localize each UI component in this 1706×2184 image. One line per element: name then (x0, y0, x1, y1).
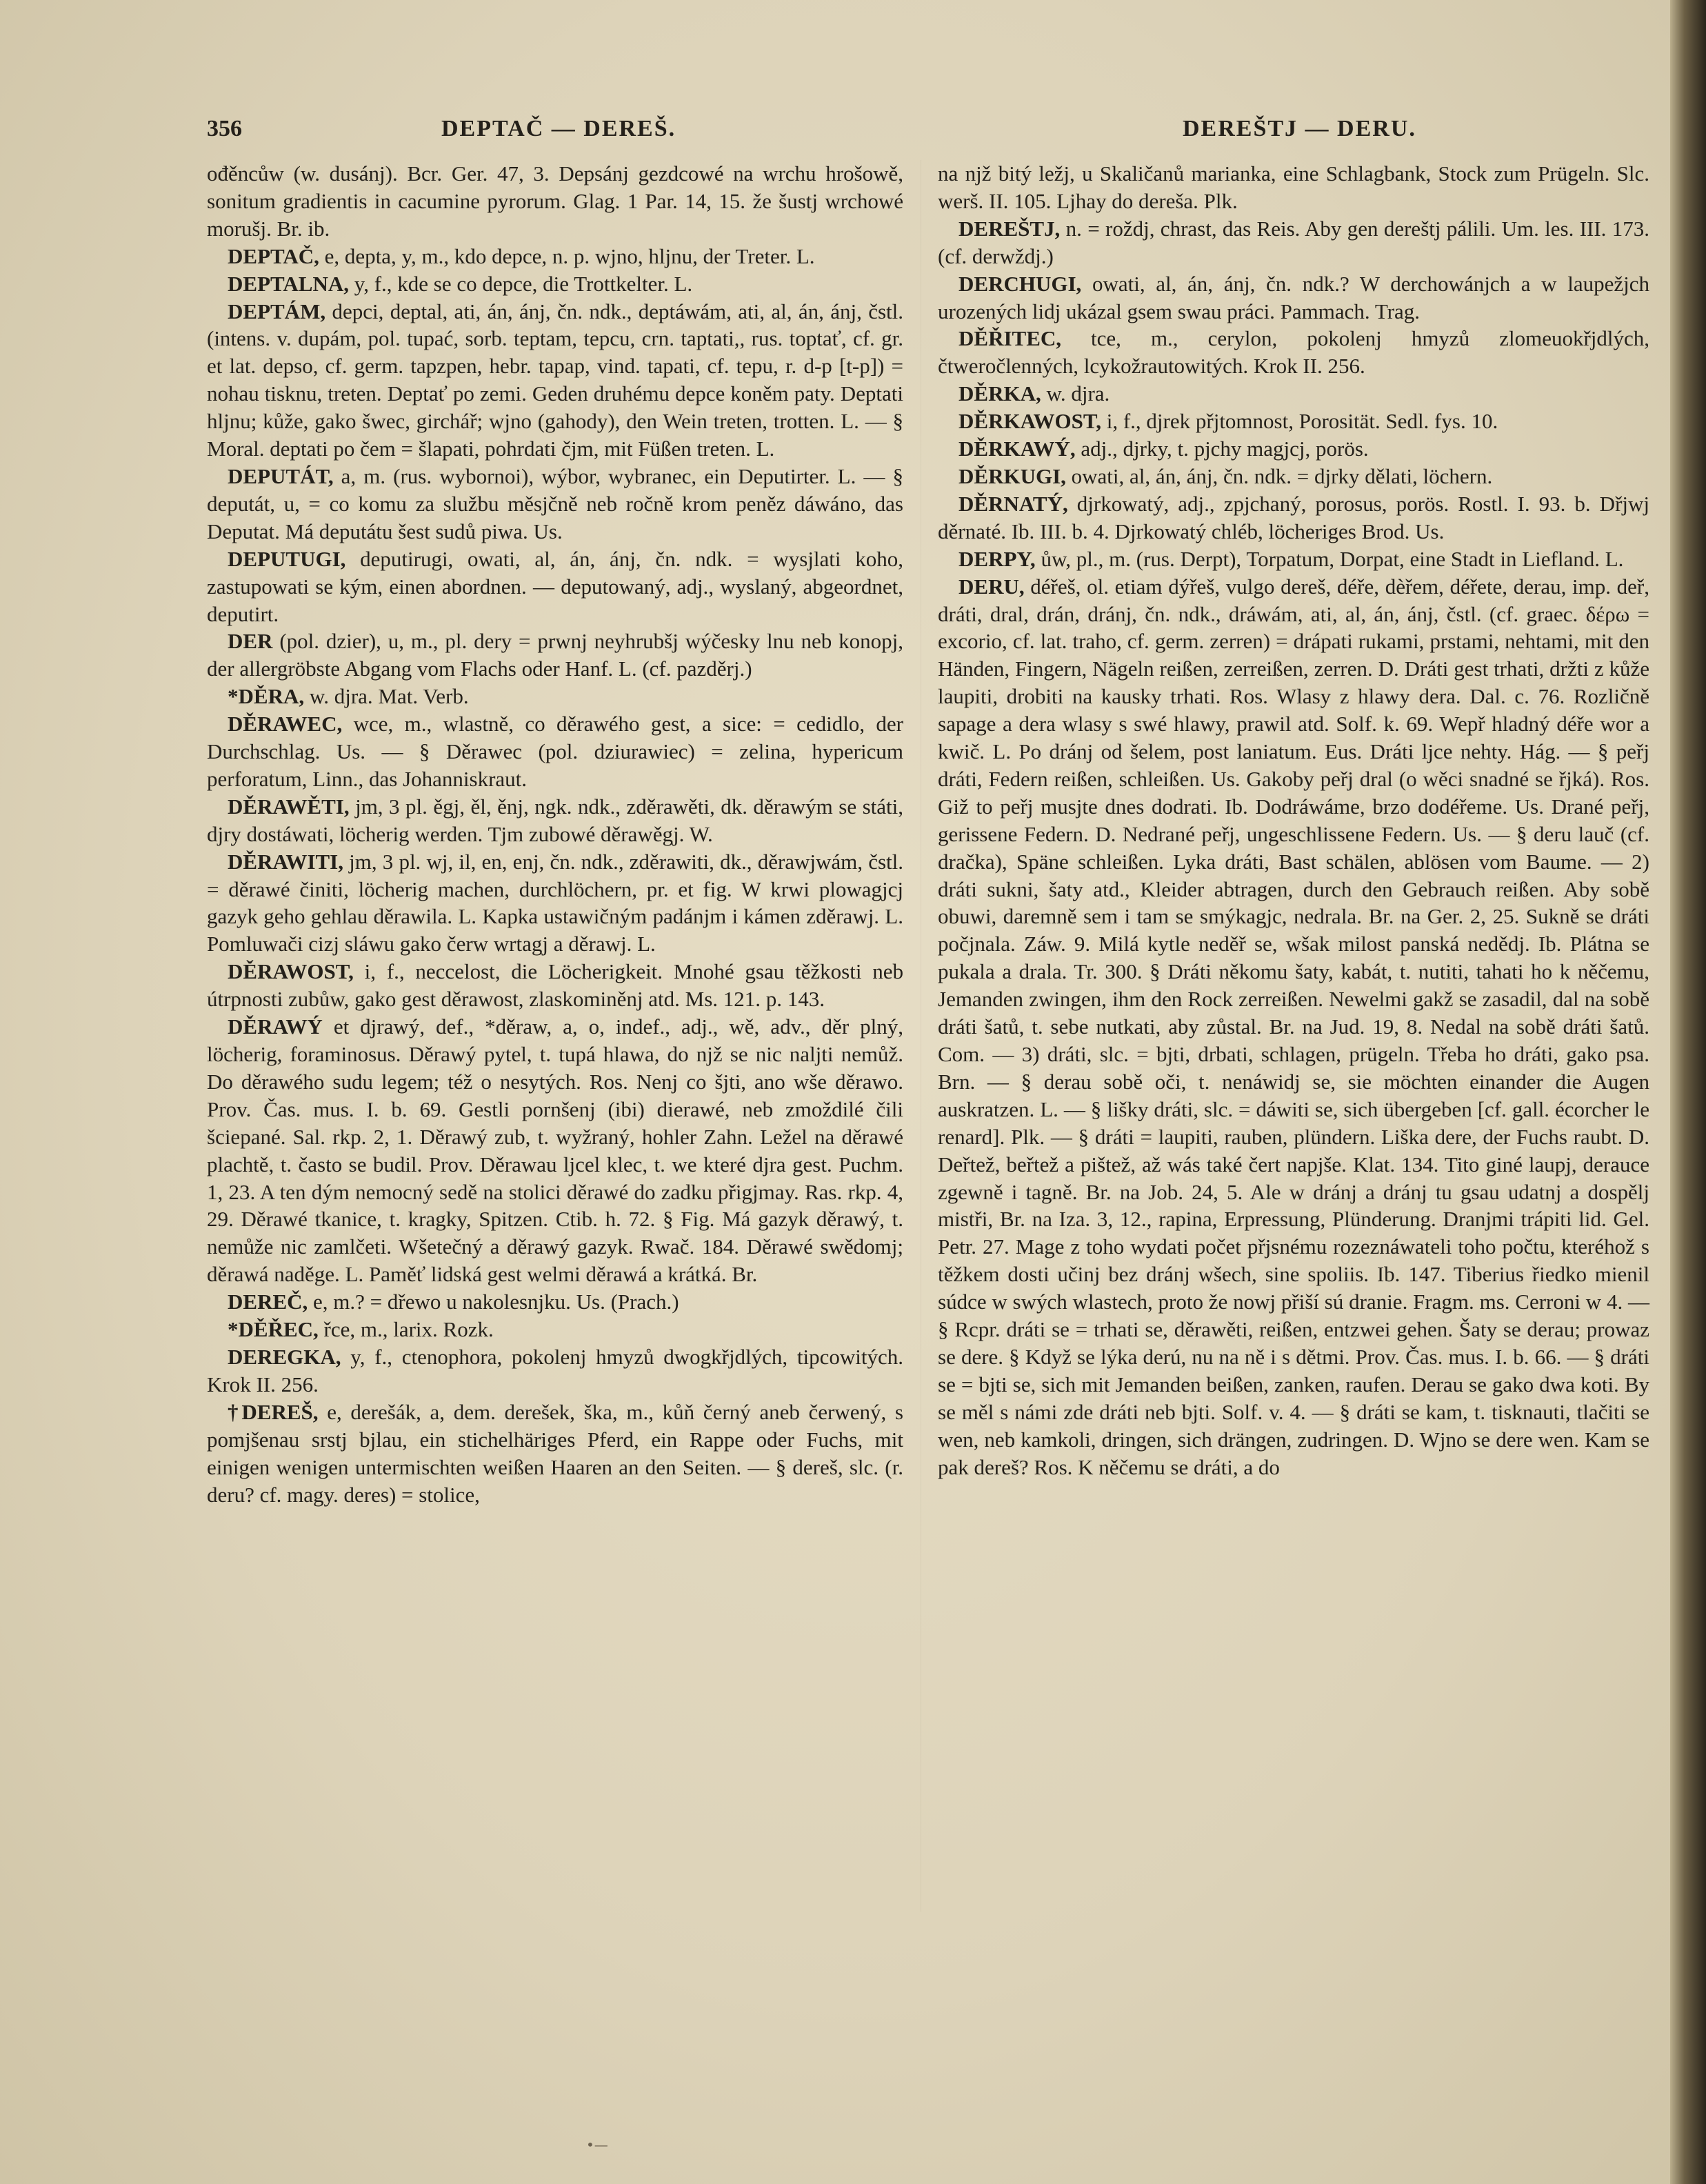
entry-headword: DERCHUGI, (959, 271, 1082, 296)
entry-text: y, f., kde se co depce, die Trottkelter. L. (354, 271, 693, 296)
entry-headword: DĚRKAWOST, (959, 409, 1101, 434)
entry-text: jm, 3 pl. wj, il, en, enj, čn. ndk., zděrawiti, dk., děrawjwám, čstl. = děrawé činiti, löcherig machen, durchlöchern, pr. et fig. W krwi plowagjcj gazyk geho gehlau děrawila. L. Kapka ustawičným padánjm i kámen zděrawj. L. Pomluwači cizj sláwu gako čerw wrtagj a děrawj. L. (207, 849, 904, 956)
entry-text: depci, deptal, ati, án, ánj, čn. ndk., deptáwám, ati, al, án, ánj, čstl. (intens. v. dupám, pol. tupać, sorb. teptam, tepcu, crn. taptati,, rus. toptať, cf. gr. et lat. depso, cf. germ. tapzpen, hebr. tapap, vind. tapati, cf. tepu, r. d-p [t-p]) = nohau tisknu, treten. Deptať po zemi. Geden druhému depce koněm paty. Deptati hljnu; kůže, gako šwec, girchář; wjno (gahody), den Wein treten, trotten. L. — § Moral. deptati po čem = šlapati, pohrdati čjm, mit Füßen treten. L. (207, 299, 904, 461)
entry-headword: †DEREŠ, (228, 1399, 319, 1424)
entry-headword: *DĚŘEC, (228, 1317, 319, 1342)
entry-headword: DERPY, (959, 546, 1036, 571)
entry-headword: DĚRAWITI, (228, 849, 343, 874)
dictionary-entry (207, 160, 903, 243)
entry-headword: DERU, (959, 574, 1025, 599)
entry-text: (pol. dzier), u, m., pl. dery = prwnj neyhrubšj wýčesky lnu neb konopj, der allergröbste Abgang vom Flachs oder Hanf. L. (cf. pazděrj.) (207, 629, 904, 681)
entry-text: tce, m., cerylon, pokolenj hmyzů zlomeuokřjdlých, čtweročlenných, lcykožrautowitých. Krok II. 256. (938, 326, 1650, 379)
entry-text: ůw, pl., m. (rus. Derpt), Torpatum, Dorpat, eine Stadt in Liefland. L. (1041, 546, 1624, 571)
dictionary-entry (207, 545, 903, 628)
dictionary-entry (938, 463, 1649, 490)
entry-headword: DEREGKA, (228, 1344, 341, 1369)
entry-text: djrkowatý, adj., zpjchaný, porosus, porös. Rostl. I. 93. b. Dřjwj děrnaté. Ib. III. b. 4. Djrkowatý chléb, löcheriges Brod. Us. (938, 491, 1650, 543)
right-running-head: DEREŠTJ — DERU. (1183, 116, 1416, 141)
dictionary-entry (207, 958, 903, 1013)
dictionary-entry (938, 490, 1649, 545)
entry-text: řce, m., larix. Rozk. (323, 1317, 494, 1342)
entry-headword: DĚRKA, (959, 381, 1041, 406)
left-column (207, 160, 903, 1508)
entry-text: ođěncůw (w. dusánj). Bcr. Ger. 47, 3. Depsánj gezdcowé na wrchu hrošowě, sonitum gradientis in cacumine pyrorum. Glag. 1 Par. 14, 15. že šustj wrchowé morušj. Br. ib. (207, 161, 903, 241)
dictionary-entry (207, 793, 903, 848)
dictionary-entry (938, 325, 1649, 380)
entry-text: jm, 3 pl. ěgj, ěl, ěnj, ngk. ndk., zděrawěti, dk. děrawým se státi, djry dostáwati, löcherig werden. Tjm zubowé děrawěgj. W. (207, 794, 903, 846)
dictionary-entry (938, 435, 1649, 463)
entry-text: w. djra. (1046, 381, 1110, 406)
dictionary-entry (207, 683, 903, 710)
entry-headword: DĚRKAWÝ, (959, 437, 1076, 461)
entry-text: a, m. (rus. wybornoi), wýbor, wybranec, ein Deputirter. L. — § deputát, u, = co komu za službu měsjčně neb ročně krom peněz dáwáno, das Deputat. Má deputátu šest sudů piwa. Us. (207, 463, 903, 543)
dictionary-entry (207, 1399, 903, 1509)
book-gutter-shadow (1670, 0, 1706, 2184)
dictionary-entry (207, 1288, 903, 1316)
dictionary-entry (938, 160, 1649, 215)
dictionary-entry (207, 710, 903, 793)
right-column (938, 160, 1649, 1481)
entry-text: e, depta, y, m., kdo depce, n. p. wjno, hljnu, der Treter. L. (324, 243, 815, 268)
entry-headword: DĚRKUGI, (959, 463, 1066, 488)
entry-text: deputirugi, owati, al, án, ánj, čn. ndk. = wysjlati koho, zastupowati se kým, einen abordnen. — deputowaný, adj., wyslaný, abgeordnet, deputirt. (207, 546, 904, 626)
page-number: 356 (207, 116, 242, 141)
dictionary-entry (207, 1343, 903, 1399)
entry-headword: DEPTALNA, (228, 271, 349, 296)
dictionary-entry (207, 1013, 903, 1288)
dictionary-entry (938, 270, 1649, 325)
left-running-head: DEPTAČ — DEREŠ. (441, 116, 676, 141)
dictionary-entry (207, 1316, 903, 1343)
dictionary-entry (207, 848, 903, 959)
dictionary-entry (207, 463, 903, 545)
entry-headword: DĚŘITEC, (959, 326, 1062, 351)
entry-headword: *DĚRA, (228, 684, 305, 709)
entry-headword: DĚRAWĚTI, (228, 794, 350, 819)
entry-text: adj., djrky, t. pjchy magjcj, porös. (1081, 437, 1369, 461)
dictionary-entry (207, 270, 903, 298)
entry-text: et djrawý, def., *děraw, a, o, indef., adj., wě, adv., děr plný, löcherig, foraminosus. Děrawý pytel, t. tupá hlawa, do njž se nic naljti nemůž. Do děrawého sudu legem; též o nesytých. Ros. Nenj co šjti, ano wše děrawo. Prov. Čas. mus. I. b. 69. Gestli pornšenj (ibi) dierawé, neb zmoždilé čili šciepané. Sal. rkp. 2, 1. Děrawý zub, t. wyžraný, hohler Zahn. Ležel na děrawé plachtě, t. často se budil. Prov. Děrawau ljcel klec, t. we které djra gest. Puchm. 1, 23. A ten dým nemocný sedě na stolici děrawé do zadku přigjmay. Ras. rkp. 4, 29. Děrawé tkanice, t. kragky, Spitzen. Ctib. h. 72. § Fig. Má gazyk děrawý, t. nemůže nic zamlčeti. Wšetečný a děrawý gazyk. Rwač. 184. Děrawé swědomj; děrawá naděge. L. Paměť lidská gest welmi děrawá a krátká. Br. (207, 1014, 904, 1287)
dictionary-entry (938, 545, 1649, 573)
entry-text: y, f., ctenophora, pokolenj hmyzů dwogkřjdlých, tipcowitých. Krok II. 256. (207, 1344, 904, 1396)
entry-text: n. = roždj, chrast, das Reis. Aby gen dereštj pálili. Um. les. III. 173. (cf. derwždj.) (938, 216, 1650, 268)
entry-headword: DĚRAWEC, (228, 712, 343, 737)
dictionary-entry (938, 408, 1649, 435)
entry-text: owati, al, án, ánj, čn. ndk. = djrky dělati, löchern. (1071, 463, 1493, 488)
entry-headword: DĚRNATÝ, (959, 491, 1068, 516)
entry-headword: DEPUTÁT, (228, 463, 334, 488)
entry-headword: DEPUTUGI, (228, 546, 346, 571)
dictionary-entry (207, 298, 903, 463)
entry-headword: DEPTÁM, (228, 299, 326, 323)
entry-text: déřeš, ol. etiam dýřeš, vulgo dereš, déře, dèřem, déřete, derau, imp. deř, dráti, dral, drán, dránj, čn. ndk., dráwám, ati, al, án, ánj, čstl. (cf. graec. δέρω = excorio, cf. lat. traho, cf. germ. zerren) = drápati rukami, prstami, nehtami, mit den Händen, Fingern, Nägeln reißen, zerreißen, zerren. D. Dráti gest trhati, držti z kůže laupiti, drobiti na kausky trhati. Ros. Wlasy z hlawy dera. Dal. c. 76. Rozličně sapage a dera wlasy s swé hlawy, prawil atd. Solf. k. 69. Wepř hladný déře wor a kwič. L. Po dránj od šelem, post laniatum. Eus. Dráti ljce nehty. Hág. — § peřj dráti, Federn reißen, schleißen. Us. Gakoby peřj dral (o wěci snadné se řjká). Ros. Giž to peřj musjte dnes dodrati. Ib. Dodráwáme, brzo dodéřeme. Us. Drané peřj, gerissene Federn. D. Nedrané peřj, ungeschlissene Federn. Us. — § deru lauč (cf. dračka), Späne schleißen. Lyka dráti, Bast schälen, ablösen vom Baume. — 2) dráti sukni, šaty atd., Kleider abtragen, durch den Gebrauch reißen. Aby sobě obuwi, daremně sem i tam se smýkagjc, nedrala. Br. na Ger. 2, 25. Sukně se dráti počjnala. Záw. 9. Milá kytle neděř se, wšak milost panská nedědj. Ib. Plátna se pukala a drala. Tr. 300. § Dráti někomu šaty, kabát, t. nutiti, tahati ho k něčemu, Jemanden zwingen, ihm den Rock zerreißen. Newelmi gakž se zasadil, dal na sobě dráti šatů, t. sebe nutkati, aby zůstal. Br. na Jud. 19, 8. Nedal na sobě dráti šatů. Com. — 3) dráti, slc. = bjti, drbati, schlagen, prügeln. Třeba ho dráti, gako psa. Brn. — § derau sobě oči, t. nenáwidj se, sie möchten einander die Augen auskratzen. L. — § lišky dráti, slc. = dáwiti se, sich übergeben [cf. gall. écorcher le renard]. Plk. — § dráti = laupiti, rauben, plündern. Liška dere, der Fuchs raubt. D. Deřtež, beřtež a pištež, až wás také čert napjše. Klat. 134. Tito giné laupj, derauce zgewně i tagně. Br. na Job. 24, 5. Ale w dránj a dránj tu gsau udatnj a dospělj mistři, Br. na Iza. 3, 12., rapina, Erpressung, Plünderung. Dranjmi trápiti lid. Gel. Petr. 27. Mage z toho wydati počet přjsnému rozeznáwateli toho počtu, kteréhož s těžkem dosti učinj bez dránj wšech, sine spoliis. Ib. 147. Tiberius řiedko mienil súdce w swých wlastech, proto že nowj přiší sú dranie. Fragm. ms. Cerroni w 4. — § Rcpr. dráti se = trhati se, děrawěti, reißen, entzwei gehen. Šaty se derau; prowaz se dere. § Když se lýka derú, nu na ně i s dětmi. Prov. Čas. mus. I. b. 66. — § dráti se = bjti se, sich mit Jemanden beißen, zanken, raufen. Derau se gako dwa koti. By se měl s námi zde dráti neb bjti. Solf. v. 4. — § dráti se kam, t. tisknauti, tlačiti se wen, neb kamkoli, dringen, sich drängen, zudringen. D. Wjno se dere wen. Kam se pak dereš? Ros. K něčemu se dráti, a do (938, 574, 1650, 1479)
entry-text: e, derešák, a, dem. derešek, ška, m., kůň černý aneb čerwený, s pomjšenau srstj bjlau, ein stichelhäriges Pferd, ein Rappe oder Fuchs, mit einigen wenigen untermischten weißen Haaren an den Seiten. — § dereš, slc. (r. deru? cf. magy. deres) = stolice, (207, 1399, 903, 1507)
entry-text: e, m.? = dřewo u nakolesnjku. Us. (Prach.) (313, 1290, 679, 1314)
entry-text: wce, m., wlastně, co děrawého gest, a sice: = cedidlo, der Durchschlag. Us. — § Děrawec (pol. dziurawiec) = zelina, hypericum perforatum, Linn., das Johanniskraut. (207, 712, 904, 791)
entry-headword: DEREŠTJ, (959, 216, 1061, 241)
entry-text: w. djra. Mat. Verb. (309, 684, 469, 709)
dictionary-entry (938, 380, 1649, 408)
dictionary-entry (207, 628, 903, 683)
entry-headword: DER (228, 629, 273, 654)
entry-headword: DEPTAČ, (228, 243, 319, 268)
entry-text: owati, al, án, ánj, čn. ndk.? W derchowánjch a w laupežjch urozených lidj ukázal gsem swau práci. Pammach. Trag. (938, 271, 1650, 323)
entry-headword: DĚRAWÝ (228, 1014, 323, 1039)
entry-text: na njž bitý ležj, u Skaličanů marianka, eine Schlagbank, Stock zum Prügeln. Slc. werš. II. 105. Ljhay do dereša. Plk. (938, 161, 1649, 213)
print-smudge: •— (586, 2136, 608, 2153)
entry-headword: DĚRAWOST, (228, 959, 354, 984)
entry-headword: DEREČ, (228, 1290, 308, 1314)
entry-text: i, f., neccelost, die Löcherigkeit. Mnohé gsau těžkosti neb útrpnosti zubůw, gako gest děrawost, zlaskominěnj atd. Ms. 121. p. 143. (207, 959, 903, 1012)
dictionary-entry (207, 243, 903, 270)
running-header (207, 116, 1421, 157)
dictionary-entry (938, 573, 1649, 1481)
entry-text: i, f., djrek přjtomnost, Porosität. Sedl. fys. 10. (1106, 409, 1498, 434)
dictionary-entry (938, 215, 1649, 270)
